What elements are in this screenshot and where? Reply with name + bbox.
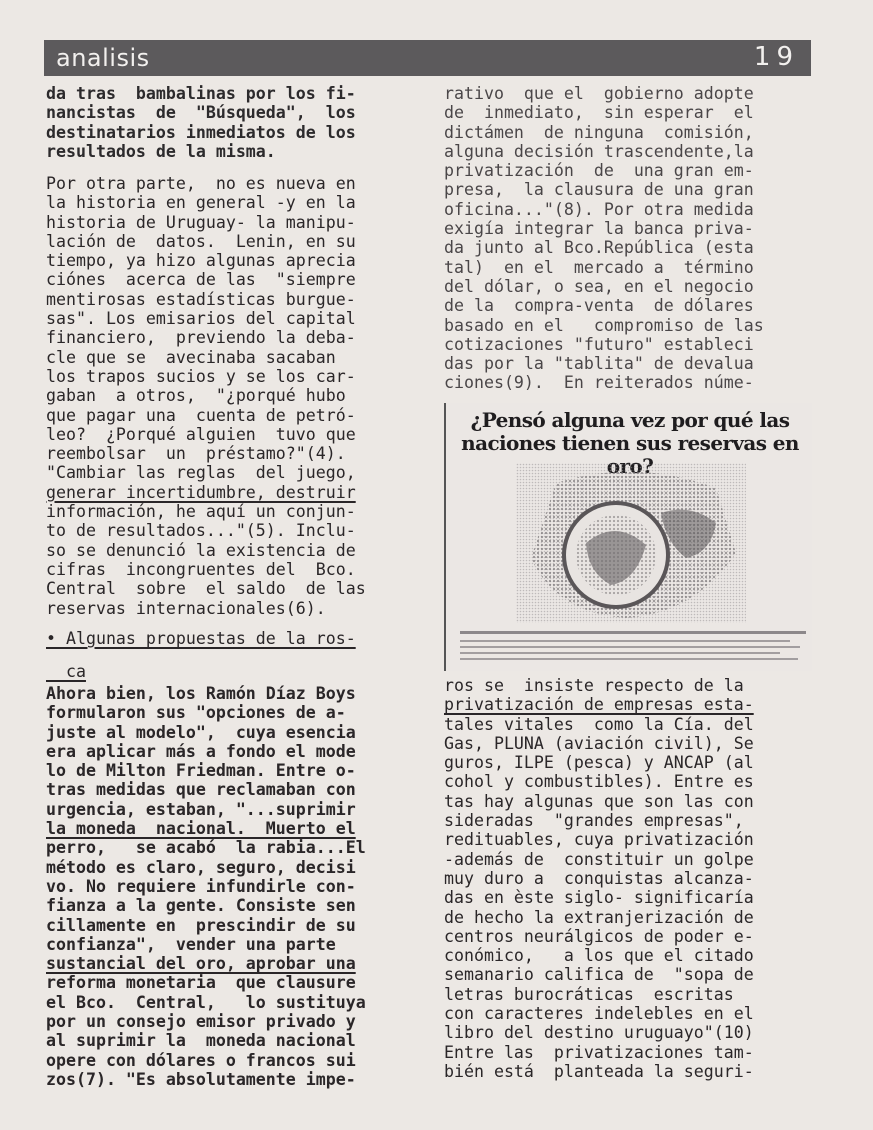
text-line: opere con dólares o francos sui	[46, 1050, 356, 1070]
text-line: fianza a la gente. Consiste sen	[46, 896, 356, 916]
text-line: historia de Uruguay- la manipu-	[46, 212, 356, 232]
text-line: cle que se avecinaba sacaban	[46, 347, 336, 367]
text-line: era aplicar más a fondo el mode	[46, 741, 356, 761]
text-line: exigía integrar la banca priva-	[444, 219, 754, 239]
text-line: conómico, a los que el citado	[444, 946, 754, 966]
page-number: 19	[753, 42, 799, 72]
text-line: dictámen de ninguna comisión,	[444, 122, 754, 142]
subsection-heading	[46, 622, 416, 688]
text-line: perro, se acabó la rabia...El	[46, 838, 366, 858]
text-line: privatización de una gran em-	[444, 161, 754, 181]
text-line: reforma monetaria que clausure	[46, 973, 356, 993]
right-column-continuation	[444, 84, 814, 393]
left-column-intro	[46, 84, 416, 161]
gold-reserves-ad-clipping	[444, 403, 812, 671]
right-column-privatization	[444, 676, 814, 1081]
text-line: cotizaciones "futuro" estableci	[444, 334, 754, 354]
text-line: tas hay algunas que son las con	[444, 791, 754, 811]
text-line: tal) en el mercado a término	[444, 257, 754, 277]
text-line: tras medidas que reclamaban con	[46, 780, 356, 800]
text-line: tiempo, ya hizo algunas aprecia	[46, 251, 356, 271]
text-line: alguna decisión trascendente,la	[444, 141, 754, 161]
text-line: das por la "tablita" de devalua	[444, 354, 754, 374]
text-line: del dólar, o sea, en el negocio	[444, 276, 754, 296]
text-line: -además de constituir un golpe	[444, 849, 754, 869]
text-line-underlined: privatización de empresas esta-	[444, 695, 754, 715]
text-line: que pagar una cuenta de petró-	[46, 405, 356, 425]
section-header-bar	[44, 40, 811, 76]
text-line: Ahora bien, los Ramón Díaz Boys	[46, 684, 356, 703]
text-line: con caracteres indelebles en el	[444, 1004, 754, 1024]
text-line: da junto al Bco.República (esta	[444, 238, 754, 258]
text-line: Entre las privatizaciones tam-	[444, 1042, 754, 1062]
heading-line: ca	[46, 662, 86, 681]
text-line: al suprimir la moneda nacional	[46, 1031, 356, 1051]
gold-coin-illustration	[516, 463, 746, 623]
text-line: reembolsar un préstamo?"(4).	[46, 444, 346, 464]
text-line: resultados de la misma.	[46, 141, 276, 161]
text-line: sideradas "grandes empresas",	[444, 811, 744, 831]
text-line: cillamente en prescindir de su	[46, 915, 356, 935]
section-title: analisis	[56, 44, 150, 72]
text-line: financiero, previendo la deba-	[46, 328, 356, 348]
text-line: gaban a otros, "¿porqué hubo	[46, 386, 346, 406]
text-line-underlined: generar incertidumbre, destruir	[46, 482, 356, 502]
text-line: urgencia, estaban, "...suprimir	[46, 799, 356, 819]
text-line: Por otra parte, no es nueva en	[46, 174, 356, 193]
text-line: leo? ¿Porqué alguien tuvo que	[46, 424, 356, 444]
text-line: información, he aquí un conjun-	[46, 502, 356, 522]
text-line: cifras incongruentes del Bco.	[46, 559, 356, 579]
text-line: basado en el compromiso de las	[444, 315, 764, 335]
text-line: los trapos sucios y se los car-	[46, 366, 356, 386]
text-line: tales vitales como la Cía. del	[444, 714, 754, 734]
text-line: redituables, cuya privatización	[444, 830, 754, 850]
text-line: lación de datos. Lenin, en su	[46, 231, 356, 251]
text-line: semanario califica de "sopa de	[444, 965, 754, 985]
text-line: de hecho la extranjerización de	[444, 907, 754, 927]
text-line: guros, ILPE (pesca) y ANCAP (al	[444, 753, 754, 773]
text-line: formularon sus "opciones de a-	[46, 703, 346, 723]
text-line: la historia en general -y en la	[46, 193, 356, 213]
left-column-paragraph	[46, 174, 416, 618]
text-line: ros se insiste respecto de la	[444, 676, 744, 695]
text-line: juste al modelo", cuya esencia	[46, 722, 356, 742]
text-line: sas". Los emisarios del capital	[46, 309, 356, 329]
text-line-underlined: sustancial del oro, aprobar una	[46, 954, 356, 974]
text-line: presa, la clausura de una gran	[444, 180, 754, 200]
text-line: Central sobre el saldo de las	[46, 579, 366, 599]
text-line: letras burocráticas escritas	[444, 984, 734, 1004]
text-line: por un consejo emisor privado y	[46, 1012, 356, 1032]
text-line: ciones(9). En reiterados núme-	[444, 373, 754, 393]
text-line: "Cambiar las reglas del juego,	[46, 463, 356, 483]
text-line: da tras bambalinas por los fi-	[46, 84, 356, 103]
text-line: Gas, PLUNA (aviación civil), Se	[444, 733, 754, 753]
left-column-proposals	[46, 684, 416, 1089]
text-line: mentirosas estadísticas burgue-	[46, 289, 356, 309]
text-line: oficina..."(8). Por otra medida	[444, 199, 754, 219]
text-line: to de resultados..."(5). Inclu-	[46, 521, 356, 541]
text-line: de la compra-venta de dólares	[444, 296, 754, 316]
text-line: so se denunció la existencia de	[46, 540, 356, 560]
text-line: rativo que el gobierno adopte	[444, 84, 754, 103]
text-line: das en èste siglo- significaría	[444, 888, 754, 908]
text-line: reservas internacionales(6).	[46, 598, 326, 618]
text-line: cohol y combustibles). Entre es	[444, 772, 754, 792]
ad-headline: ¿Pensó alguna vez por qué las naciones tienen sus reservas en	[461, 408, 799, 455]
text-line: confianza", vender una parte	[46, 934, 336, 954]
text-line: de inmediato, sin esperar el	[444, 103, 754, 123]
text-line: método es claro, seguro, decisi	[46, 857, 356, 877]
text-line: nancistas de "Búsqueda", los	[46, 103, 356, 123]
text-line: el Bco. Central, lo sustituya	[46, 992, 366, 1012]
text-line: bién está planteada la seguri-	[444, 1061, 754, 1081]
text-line: ciónes acerca de las "siempre	[46, 270, 356, 290]
text-line: libro del destino uruguayo"(10)	[444, 1023, 754, 1043]
text-line: muy duro a conquistas alcanza-	[444, 868, 754, 888]
ad-fine-print-texture	[460, 629, 806, 665]
text-line-underlined: la moneda nacional. Muerto el	[46, 819, 356, 839]
text-line: lo de Milton Friedman. Entre o-	[46, 761, 356, 781]
text-line: vo. No requiere infundirle con-	[46, 876, 356, 896]
text-line: zos(7). "Es absolutamente impe-	[46, 1069, 356, 1089]
heading-line: • Algunas propuestas de la ros-	[46, 629, 356, 648]
text-line: destinatarios inmediatos de los	[46, 122, 356, 142]
text-line: centros neurálgicos de poder e-	[444, 926, 754, 946]
